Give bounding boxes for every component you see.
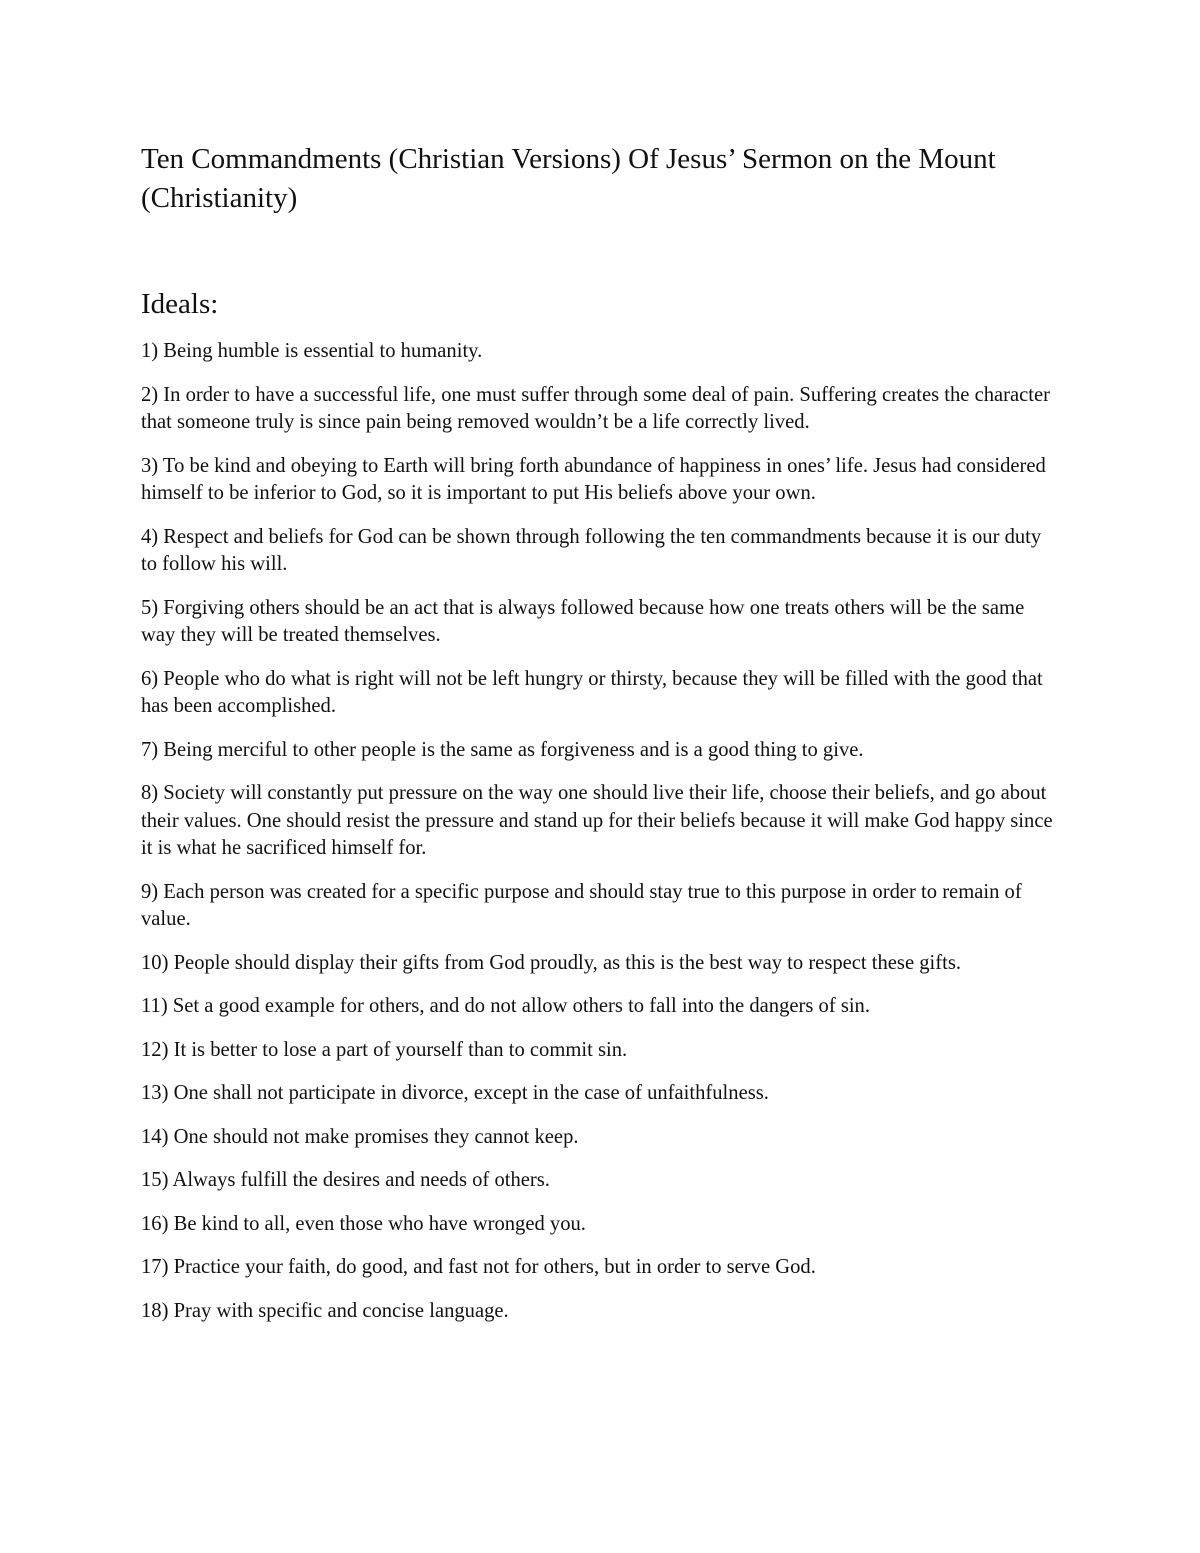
list-item: 9) Each person was created for a specific purpose and should stay true to this purpose in order to remain of value. [141, 880, 1022, 930]
list-item: 1) Being humble is essential to humanity. [141, 340, 483, 362]
list-item: 11) Set a good example for others, and do not allow others to fall into the dangers of sin. [141, 995, 871, 1017]
list-item: 12) It is better to lose a part of yourself than to commit sin. [141, 1038, 628, 1061]
list-item: 5) Forgiving others should be an act that is always followed because how one treats others will be the same way they will be treated themselves. [141, 596, 1025, 646]
list-item: 18) Pray with specific and concise language. [141, 1299, 509, 1322]
list-item: 13) One shall not participate in divorce, except in the case of unfaithfulness. [141, 1082, 769, 1104]
list-item: 2) In order to have a successful life, one must suffer through some deal of pain. Suffering creates the character that someone truly is since pain being removed wouldn’t be a life correctly lived. [141, 383, 1051, 433]
list-item: 14) One should not make promises they cannot keep. [141, 1125, 579, 1148]
list-item: 8) Society will constantly put pressure on the way one should live their life, choose their beliefs, and go about their values. One should resist the pressure and stand up for their beliefs because it will make God happy since it is what he sacrificed himself for. [141, 782, 1053, 859]
list-item: 10) People should display their gifts from God proudly, as this is the best way to respect these gifts. [141, 951, 961, 974]
document-title: Ten Commandments (Christian Versions) Of Jesus’ Sermon on the Mount (Christianity) [141, 143, 996, 214]
list-item: 6) People who do what is right will not be left hungry or thirsty, because they will be filled with the good that has been accomplished. [141, 667, 1043, 717]
section-heading-ideals: Ideals: [141, 288, 219, 320]
list-item: 15) Always fulfill the desires and needs of others. [141, 1169, 550, 1191]
list-item: 3) To be kind and obeying to Earth will bring forth abundance of happiness in ones’ life. Jesus had considered himself to be inferior to God, so it is important to put His beliefs above your own. [141, 454, 1046, 504]
list-item: 16) Be kind to all, even those who have wronged you. [141, 1212, 586, 1235]
list-item: 7) Being merciful to other people is the same as forgiveness and is a good thing to give. [141, 738, 864, 761]
list-item: 4) Respect and beliefs for God can be shown through following the ten commandments because it is our duty to follow his will. [141, 525, 1042, 575]
list-item: 17) Practice your faith, do good, and fast not for others, but in order to serve God. [141, 1256, 816, 1278]
ideals-list [141, 338, 1061, 1341]
